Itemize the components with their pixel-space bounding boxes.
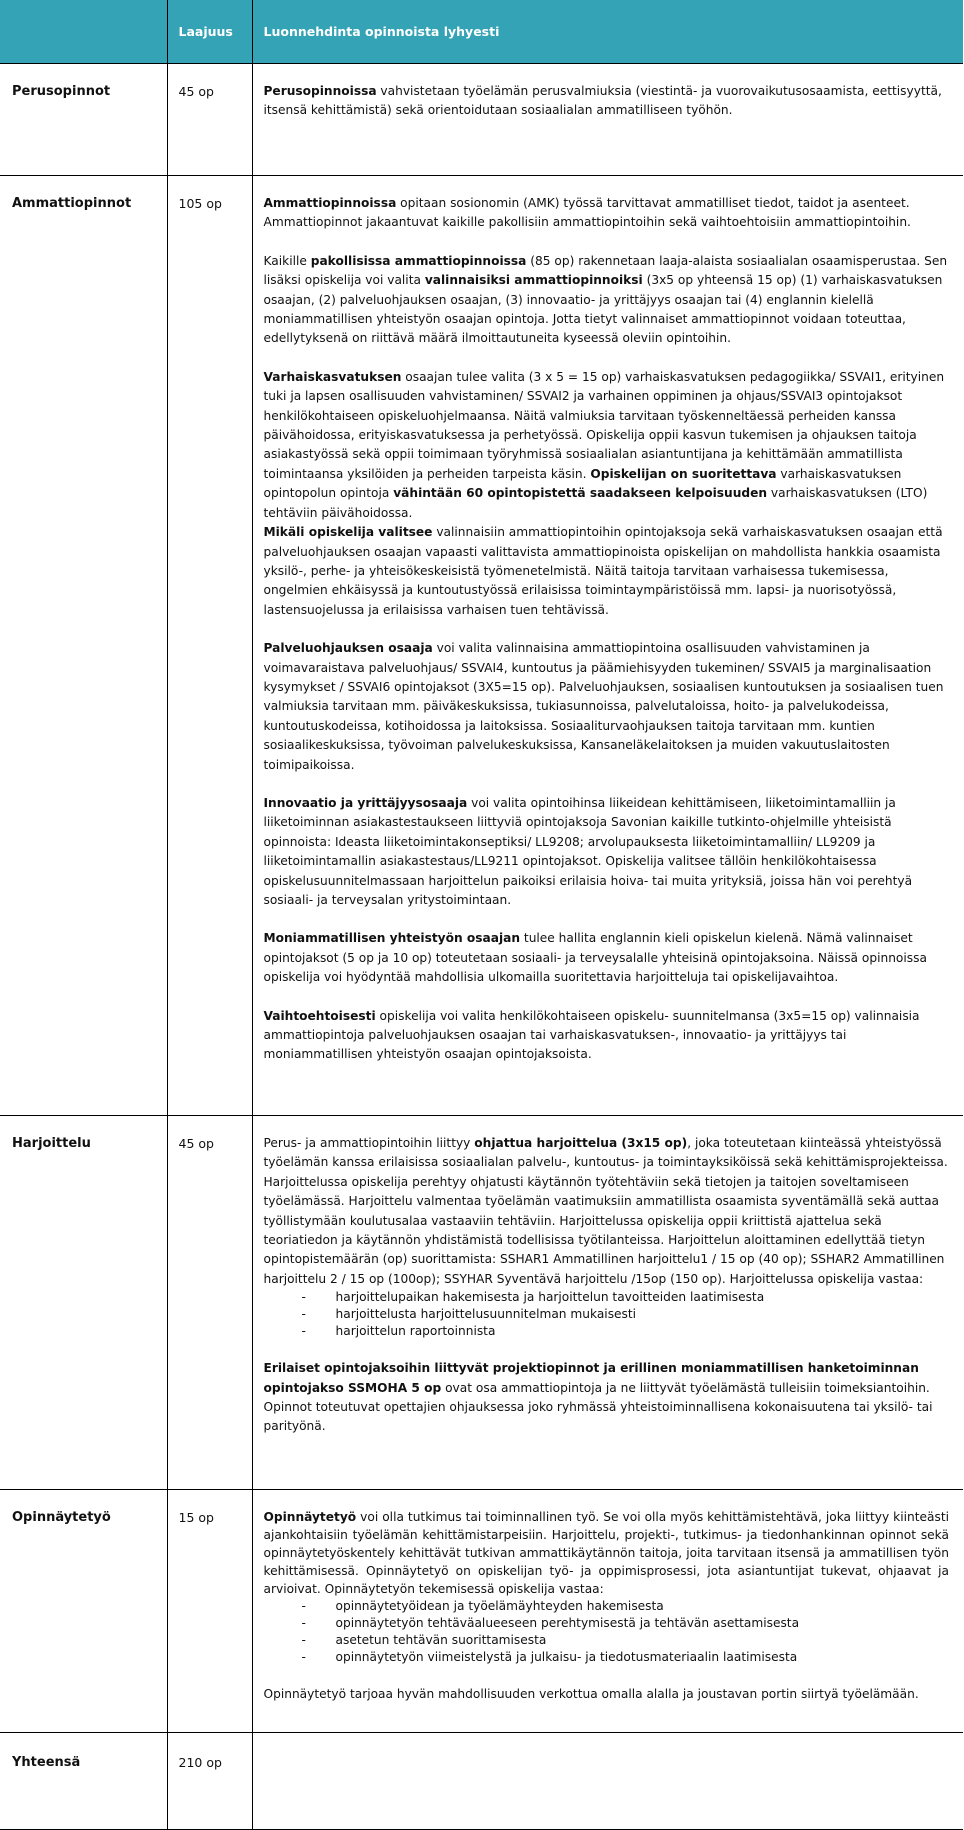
paragraph-text: vahvistetaan työelämän perusvalmiuksia (viestintä- ja vuorovaikutusosaamista, eettisyyttä, itsensä kehittämistä) sekä orientoidutaan sosiaalialan ammatilliseen työhön. (263, 84, 942, 118)
bold-term: pakollisissa ammattiopinnoissa (310, 253, 527, 268)
paragraph-text: tulee hallita englannin kieli opiskelun kielenä. Nämä valinnaiset opintojaksot (5 op ja 10 op) toteutetaan sosiaali- ja terveysalalle yhteisinä opintojaksoina. Näissä opinnoissa opiskelija voi hyödyntää mahdollisia ulkomailla suoritettavia harjoitteluja tai opiskelijavaihtoa. (263, 931, 927, 985)
list-item: - opinnäytetyön viimeistelystä ja julkaisu- ja tiedotusmateriaalin laatimisesta (302, 1649, 950, 1666)
bold-term: Erilaiset opintojaksoihin liittyvät projektiopinnot ja erillinen moniammatillisen hanketoiminnan opintojakso SSMOHA 5 op (263, 1361, 919, 1395)
bold-term: Perusopinnoissa (263, 84, 377, 98)
paragraph-text: varhaiskasvatuksen opintopolun opintoja (263, 466, 902, 501)
module-credits: 45 op (167, 1116, 252, 1490)
bold-term: Opinnäytetyö (263, 1510, 357, 1524)
list-item: - opinnäytetyön tehtäväalueeseen perehtymisestä ja tehtävän asettamisesta (302, 1615, 950, 1632)
module-name: Ammattiopinnot (0, 176, 167, 1116)
responsibility-list (264, 1598, 950, 1666)
paragraph-text: valinnaisiin ammattiopintoihin opintojaksoja sekä varhaiskasvatuksen osaajan että palveluohjauksen osaajan vapaasti valittavista ammattiopinoista opiskelijan on mahdollista hankkia osaamista yksilö-, perhe- ja yhteisökeskeisistä työmenetelmistä. Näitä taitoja tarvitaan varhaisessa tukemisessa, ongelmien ehkäisyssä ja kuntoutustyössä erilaisissa toimintaympäristöissä mm. lapsi- ja nuorisotyössä, lastensuojelussa ja erilaisissa varhaisen tuen tehtävissä. (263, 525, 943, 617)
module-description (252, 1116, 963, 1490)
table-row-opinnaytetyo (0, 1490, 963, 1733)
paragraph (264, 82, 950, 121)
bold-term: Moniammatillisen yhteistyön osaajan (263, 931, 521, 946)
module-name: Perusopinnot (0, 64, 167, 176)
bold-term: Mikäli opiskelija valitsee (263, 525, 433, 540)
list-item: - opinnäytetyöidean ja työelämäyhteyden hakemisesta (302, 1598, 950, 1615)
paragraph (264, 1359, 950, 1437)
module-credits: 15 op (167, 1490, 252, 1733)
header-row (0, 0, 963, 64)
list-item: - harjoittelupaikan hakemisesta ja harjoittelun tavoitteiden laatimisesta (302, 1289, 950, 1306)
paragraph-text: Perus- ja ammattiopintoihin liittyy (263, 1136, 475, 1150)
total-description (252, 1733, 963, 1830)
table-row-ammattiopinnot (0, 176, 963, 1116)
paragraph (264, 368, 950, 523)
paragraph (264, 1134, 950, 1289)
table-row-harjoittelu (0, 1116, 963, 1490)
header-description: Luonnehdinta opinnoista lyhyesti (252, 0, 963, 64)
paragraph (264, 194, 950, 233)
paragraph-text: opiskelija voi valita henkilökohtaiseen opiskelu- suunnitelmansa (3x5=15 op) valinnaisia ammattiopintoja palveluohjauksen osaajan tai varhaiskasvatuksen-, innovaatio- ja yrittäjyys tai moniammatillisen yhteistyön osaajan opintojaksoista. (263, 1008, 920, 1062)
table-row-yhteensa (0, 1733, 963, 1830)
module-credits: 45 op (167, 64, 252, 176)
list-item: - asetetun tehtävän suorittamisesta (302, 1632, 950, 1649)
module-description (252, 176, 963, 1116)
list-item: - harjoittelun raportoinnista (302, 1323, 950, 1340)
paragraph-text: (3x5 op yhteensä 15 op) (1) varhaiskasvatuksen osaajan, (2) palveluohjauksen osaajan, (3) innovaatio- ja yrittäjyys osaajan tai (4) englannin kielellä moniammatillisen yhteistyön osaajan opintoja. Jotta tietyt valinnaiset ammattiopinnot voidaan toteuttaa, edellytyksenä on riittävä määrä ilmoittautuneita kyseessä oleviin opintoihin. (263, 273, 943, 346)
paragraph-text: voi olla tutkimus tai toiminnallinen työ. Se voi olla myös kehittämistehtävä, joka liittyy kiinteästi ajankohtaisiin työelämän kehittämistarpeisiin. Harjoittelu, projekti-, tutkimus- ja tiedonhankinnan opinnot sekä opinnäytetyöskentely kehittävät tutkivan ammattikäytännön taitoja, joita tarvitaan itsensä ja ammatillisen työn kehittämisessä. Opinnäytetyö on opiskelijan työ- ja oppimisprosessi, jota asiantuntijat tukevat, ohjaavat ja arvioivat. Opinnäytetyön tekemisessä opiskelija vastaa: (263, 1510, 949, 1596)
paragraph-text: voi valita valinnaisina ammattiopintoina osallisuuden vahvistaminen ja voimavaraistava palveluohjaus/ SSVAI4, kuntoutus ja päämiehisyyden tukeminen/ SSVAI5 ja marginalisaation kysymykset / SSVAI6 opintojaksot (3X5=15 op). Palveluohjauksen, sosiaalisen kuntoutuksen ja sosiaalisen tuen valmiuksia tarvitaan mm. päiväkeskuksissa, tukiasunnoissa, palvelutaloissa, hoito- ja palvelukodeissa, kuntoutuskodeissa, kotihoidossa ja laitoksissa. Sosiaaliturvaohjauksen taitoja tarvitaan mm. kuntien sosiaalikeskuksissa, työvoiman palvelukeskuksissa, Kansaneläkelaitoksen ja muiden vakuutuslaitosten toimipaikoissa. (263, 641, 944, 772)
bold-term: Innovaatio ja yrittäjyysosaaja (263, 795, 468, 810)
total-label: Yhteensä (0, 1733, 167, 1830)
responsibility-list (264, 1289, 950, 1340)
module-name: Opinnäytetyö (0, 1490, 167, 1733)
paragraph (264, 523, 950, 620)
paragraph-text: voi valita opintoihinsa liikeidean kehittämiseen, liiketoimintamalliin ja liiketoiminnan asiakastestaukseen liittyviä opintojaksoja Savonian kaikille tutkinto-ohjelmille yhteisistä opinnoista: Ideasta liiketoimintakonseptiksi/ LL9208; arvolupauksesta liiketoimintamalliin/ LL9209 ja liiketoimintamallin asiakastestaus/LL9211 opintojaksot. Opiskelija valitsee tällöin henkilökohtaisessa opiskelusuunnitelmassaan harjoittelun paikoiksi erilaisia hoiva- tai muita yrityksiä, joissa hän voi perehtyä sosiaali- ja terveysalan yritystoimintaan. (263, 795, 913, 907)
paragraph (264, 639, 950, 775)
bold-term: vähintään 60 opintopistettä saadakseen kelpoisuuden (393, 486, 768, 501)
paragraph-text: opitaan sosionomin (AMK) työssä tarvittavat ammatilliset tiedot, taidot ja asenteet. Ammattiopinnot jakaantuvat kaikille pakollisiin ammattiopintoihin sekä vaihtoehtoisiin ammattiopintoihin. (263, 196, 911, 230)
paragraph (264, 794, 950, 910)
header-scope: Laajuus (167, 0, 252, 64)
paragraph-text: Kaikille (263, 253, 311, 268)
bold-term: ohjattua harjoittelua (3x15 op) (474, 1136, 688, 1150)
paragraph (264, 1508, 950, 1598)
bold-term: valinnaisiksi ammattiopinnoiksi (424, 273, 643, 288)
module-description (252, 1490, 963, 1733)
paragraph (264, 929, 950, 987)
module-name: Harjoittelu (0, 1116, 167, 1490)
total-credits: 210 op (167, 1733, 252, 1830)
module-credits: 105 op (167, 176, 252, 1116)
paragraph-text: , joka toteutetaan kiinteässä yhteistyössä työelämän kanssa erilaisissa sosiaalialan palvelu-, kuntoutus- ja toimintayksiköissä sekä kehittämisprojekteissa. Harjoittelussa opiskelija perehtyy ohjatusti käytännön työtehtäviin sekä tietojen ja taitojen soveltamiseen työelämässä. Harjoittelu valmentaa työelämän vaatimuksiin ammatillista osaamista syventämällä sekä auttaa työllistymään koulutusalaa vastaaviin tehtäviin. Harjoittelussa opiskelija oppii kriittistä ajattelua sekä teoriatiedon ja käytännön yhdistämistä todellisissa työtilanteissa. Harjoittelun aloittaminen edellyttää tietyn opintopistemäärän (op) suorittamista: SSHAR1 Ammatillinen harjoittelu1 / 15 op (40 op); SSHAR2 Ammatillinen harjoittelu 2 / 15 op (100op); SSYHAR Syventävä harjoittelu /15op (150 op). Harjoittelussa opiskelija vastaa: (263, 1136, 948, 1286)
paragraph-text: varhaiskasvatuksen (LTO) tehtäviin päivähoidossa. (263, 486, 928, 520)
list-item: - harjoittelusta harjoittelusuunnitelman mukaisesti (302, 1306, 950, 1323)
bold-term: Vaihtoehtoisesti (263, 1008, 376, 1023)
bold-term: Ammattiopinnoissa (263, 196, 397, 210)
bold-term: Palveluohjauksen osaaja (263, 641, 433, 656)
paragraph-text: osaajan tulee valita (3 x 5 = 15 op) varhaiskasvatuksen pedagogiikka/ SSVAI1, erityinen tuki ja lapsen osallisuuden vahvistaminen/ SSVAI2 ja varhainen oppiminen ja ohjaus/SSVAI3 opintojaksot henkilökohtaiseen opiskeluohjelmaansa. Näitä valmiuksia tarvitaan työskenneltäessä perheiden kanssa päivähoidossa, erityiskasvatuksessa ja perhetyössä. Opiskelija oppii kasvun tukemisen ja ohjauksen taitoja asiakastyössä sekä oppii toimimaan työryhmissä sosiaalialan asiantuntijana ja kehittämään ammatillista toimintaansa yksilöiden ja perheiden tarpeista käsin. (263, 369, 945, 481)
paragraph-text: ovat osa ammattiopintoja ja ne liittyvät työelämästä tulleisiin toimeksiantoihin. Opinnot toteutuvat opettajien ohjauksessa joko ryhmässä yhteistoiminnallisena kokonaisuutena tai yksilö- tai parityönä. (263, 1380, 933, 1434)
bold-term: Varhaiskasvatuksen (263, 369, 402, 384)
paragraph (264, 252, 950, 349)
paragraph: Opinnäytetyö tarjoaa hyvän mahdollisuuden verkottua omalla alalla ja joustavan portin siirtyä työelämään. (263, 1687, 919, 1701)
paragraph-text: (85 op) rakennetaan laaja-alaista sosiaalialan osaamisperustaa. Sen lisäksi opiskelija voi valita (263, 253, 948, 288)
module-description (252, 64, 963, 176)
header-study-module (0, 0, 167, 64)
bold-term: Opiskelijan on suoritettava (590, 466, 777, 481)
table-row-perusopinnot (0, 64, 963, 176)
paragraph (264, 1007, 950, 1065)
